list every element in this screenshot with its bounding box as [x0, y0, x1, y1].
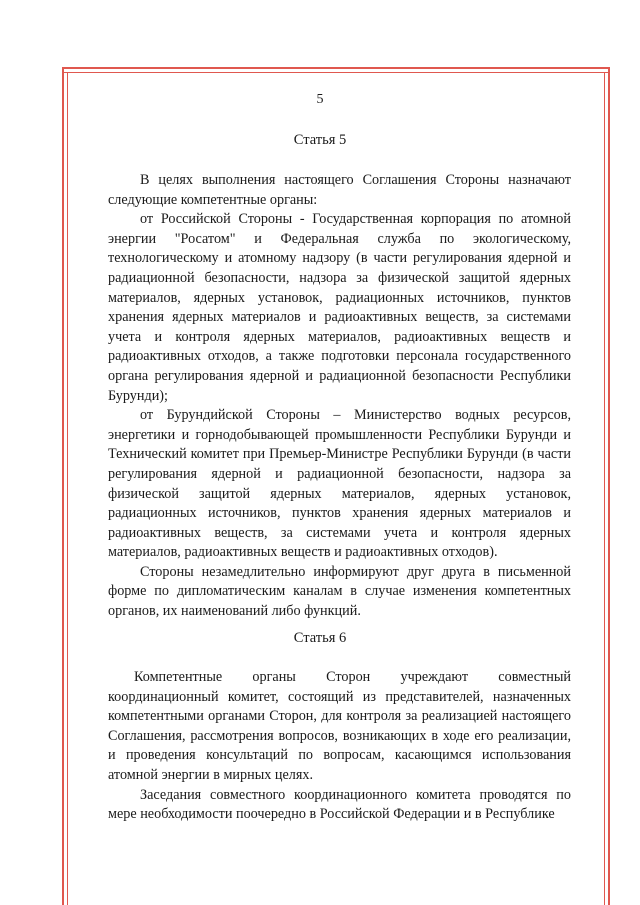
- article-6-body: [108, 668, 571, 825]
- article-5-paragraph-2: от Российской Стороны - Государственная корпорация по атомной энергии "Росатом" и Федеральная служба по экологическому, технологическому и атомному надзору (в части регулирования ядерной и радиационной безопасности, надзора за физической защитой ядерных материалов, ядерных установок, радиационных источников, пунктов хранения ядерных материалов и радиоактивных веществ, за системами учета и контроля ядерных материалов, радиоактивных веществ и радиоактивных отходов, а также подготовки персонала государственного органа регулирования ядерной и радиационной безопасности Республики Бурунди);: [108, 211, 571, 404]
- article-6-paragraph-1: Компетентные органы Сторон учреждают совместный координационный комитет, состоящий из представителей, назначенных компетентными органами Сторон, для контроля за реализацией настоящего Соглашения, рассмотрения вопросов, возникающих в ходе его реализации, и проведения консультаций по вопросам, касающимся использования атомной энергии в мирных целях.: [108, 669, 571, 783]
- article-5-paragraph-3: от Бурундийской Стороны – Министерство водных ресурсов, энергетики и горнодобывающей промышленности Республики Бурунди и Технический комитет при Премьер-Министре Республики Бурунди (в части регулирования ядерной и радиационной безопасности, надзора за физической защитой ядерных материалов, ядерных установок, радиационных источников, пунктов хранения ядерных материалов и радиоактивных веществ, за системами учета и контроля ядерных материалов, радиоактивных веществ и радиоактивных отходов).: [108, 407, 571, 561]
- border-top-outer: [62, 67, 610, 69]
- article-6-paragraph-2: Заседания совместного координационного комитета проводятся по мере необходимости поочередно в Российской Федерации и в Республике: [108, 786, 571, 823]
- border-left-inner: [67, 72, 68, 905]
- article-5-paragraph-4: Стороны незамедлительно информируют друг друга в письменной форме по дипломатическим каналам в случае изменения компетентных органов, их наименований либо функций.: [108, 563, 571, 620]
- article-5-paragraph-1: В целях выполнения настоящего Соглашения Стороны назначают следующие компетентные органы:: [108, 172, 571, 208]
- article-6-title: Статья 6: [293, 630, 347, 646]
- border-top-inner: [64, 72, 608, 73]
- article-5-title: Статья 5: [293, 132, 347, 148]
- border-right-outer: [608, 67, 610, 905]
- page-number: 5: [316, 92, 324, 107]
- border-left-outer: [62, 67, 64, 905]
- article-5-body: [108, 171, 571, 622]
- border-right-inner: [604, 72, 605, 905]
